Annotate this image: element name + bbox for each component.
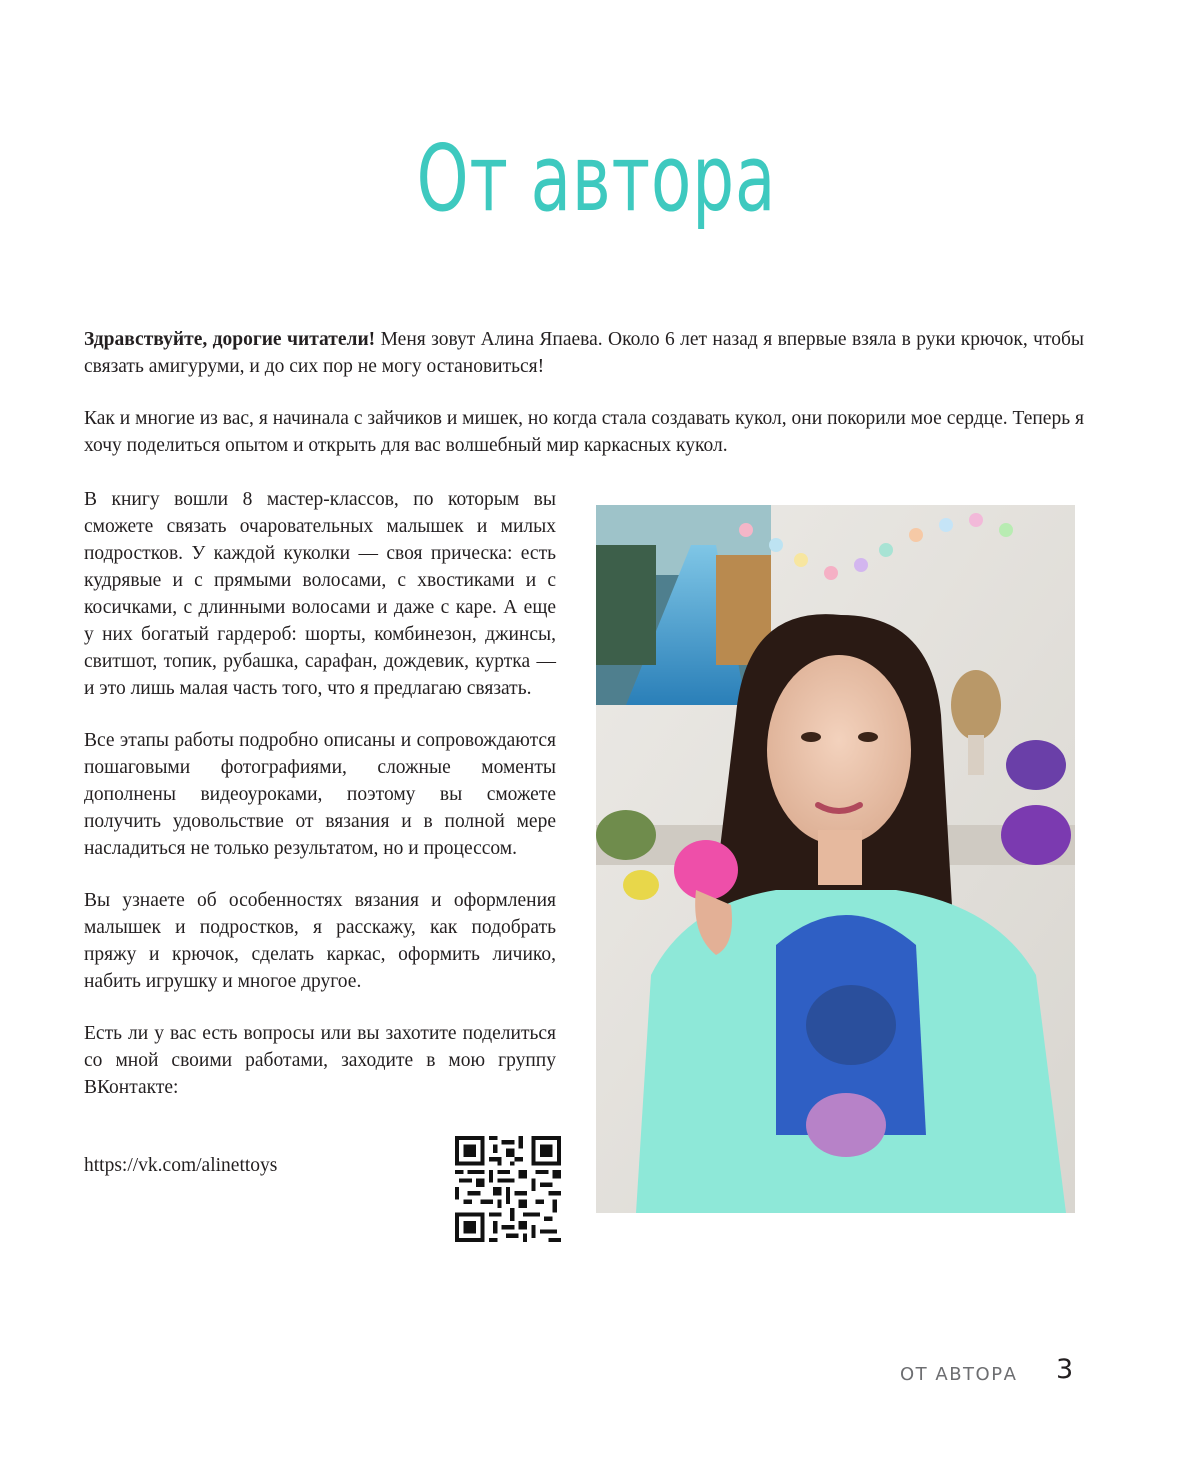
greeting: Здравствуйте, дорогие читатели! <box>84 329 376 350</box>
author-photo <box>596 505 1075 1213</box>
page-title: От автора <box>416 125 777 232</box>
body-paragraph-1: В книгу вошли 8 мастер-классов, по которым вы сможете связать очаровательных малышек и милых подростков. У каждой куколки — своя прическа: есть кудрявые и с прямыми волосами, с хвостиками и с косичками, с длинными волосами и даже с каре. А еще у них богатый гардероб: шорты, комбинезон, джинсы, свитшот, топик, рубашка, сарафан, дождевик, куртка — и это лишь малая часть того, что я предлагаю связать. <box>84 489 556 699</box>
intro-text <box>84 326 1084 484</box>
body-paragraph-2: Все этапы работы подробно описаны и сопровождаются пошаговыми фотографиями, сложные моменты дополнены видеоуроками, поэтому вы сможете получить удовольствие от вязания и в полной мере насладиться не только результатом, но и процессом. <box>84 730 556 859</box>
qr-code <box>455 1136 561 1242</box>
running-footer: ОТ АВТОРА <box>900 1364 1018 1385</box>
intro-body: Меня зовут Алина Япаева. Около 6 лет назад я впервые взяла в руки крючок, чтобы связать амигуруми, и до сих пор не могу остановиться! <box>84 329 1084 377</box>
body-column <box>84 486 556 1126</box>
vk-group-link[interactable]: https://vk.com/alinettoys <box>84 1155 278 1176</box>
page-number: 3 <box>1056 1354 1074 1385</box>
intro-paragraph <box>84 326 1084 380</box>
body-paragraph-3: Вы узнаете об особенностях вязания и оформления малышек и подростков, я расскажу, как подобрать пряжу и крючок, сделать каркас, оформить личико, набить игрушку и многое другое. <box>84 890 556 992</box>
intro-paragraph-2: Как и многие из вас, я начинала с зайчиков и мишек, но когда стала создавать кукол, они покорили мое сердце. Теперь я хочу поделиться опытом и открыть для вас волшебный мир каркасных кукол. <box>84 408 1084 456</box>
body-paragraph-4: Есть ли у вас есть вопросы или вы захотите поделиться со мной своими работами, заходите в мою группу ВКонтакте: <box>84 1023 556 1098</box>
